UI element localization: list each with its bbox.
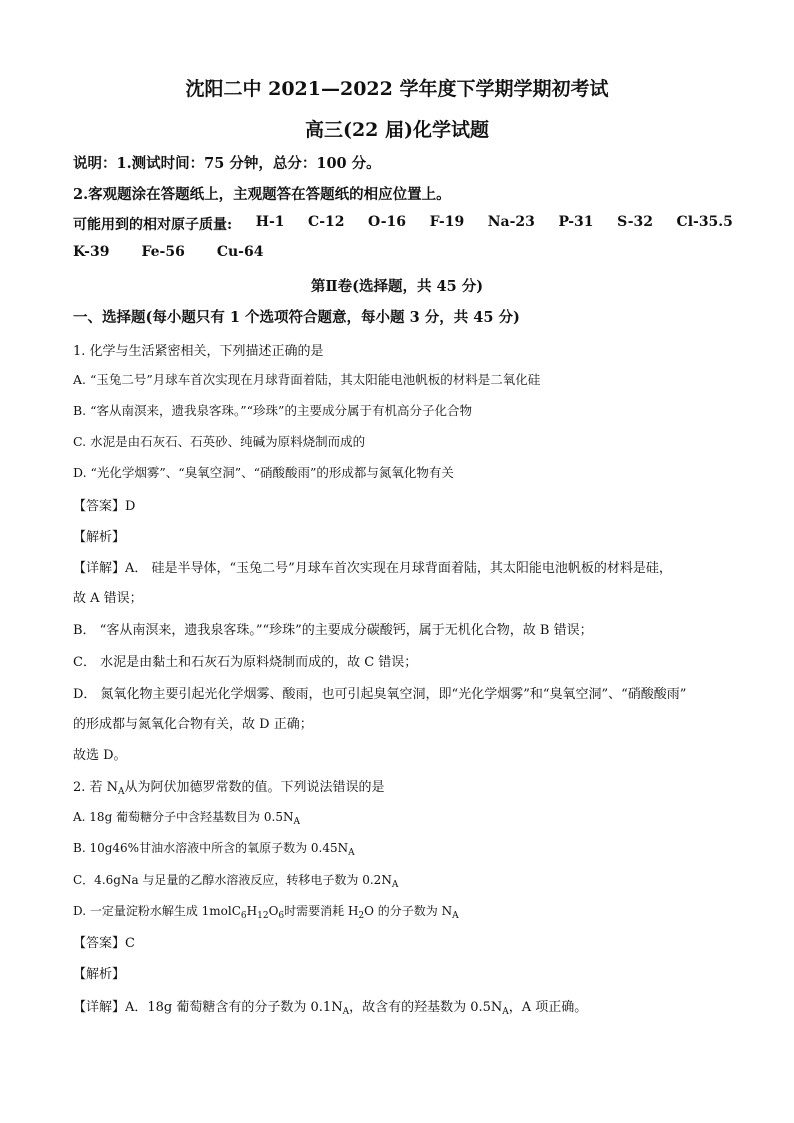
mass-o: O-16	[368, 214, 407, 230]
q1-detail-d-1: D． 氮氧化物主要引起光化学烟雾、酸雨，也可引起臭氧空洞，即“光化学烟雾”和“臭氧空洞”、“硝酸酸雨”	[73, 687, 687, 702]
q1-detail-a-1: 【详解】A． 硅是半导体，“玉兔二号”月球车首次实现在月球背面着陆，其太阳能电池帆板的材料是硅，	[73, 561, 672, 576]
q1-analysis-label: 【解析】	[73, 530, 126, 545]
q2-option-b-text: B. 10g46%甘油水溶液中所含的氧原子数为 0.45N	[73, 841, 349, 855]
q1-detail-c: C． 水泥是由黏土和石灰石为原料烧制而成的，故 C 错误；	[73, 655, 418, 670]
q1-option-c: C. 水泥是由石灰石、石英砂、纯碱为原料烧制而成的	[73, 434, 366, 449]
q2-detail-a	[73, 996, 587, 1015]
q2-option-d	[73, 902, 459, 919]
mass-p: P-31	[558, 214, 594, 230]
q2-detail-text-3: ，A 项正确。	[508, 1000, 588, 1015]
q2-option-d-sub-1: 6	[240, 911, 247, 921]
mass-f: F-19	[429, 214, 465, 230]
q2-stem-text-1: 2. 若 N	[73, 780, 119, 795]
atomic-masses-label: 可能用到的相对原子质量:	[73, 217, 233, 233]
mass-s: S-32	[617, 214, 653, 230]
atomic-masses-row-2	[73, 244, 263, 260]
q2-detail-sub-2: A	[502, 1007, 509, 1017]
exam-subtitle: 高三(22 届)化学试题	[304, 119, 490, 141]
q1-option-d: D. “光化学烟雾”、“臭氧空洞”、“硝酸酸雨”的形成都与氮氧化物有关	[73, 465, 454, 480]
q2-stem-sub: A	[118, 787, 125, 797]
q1-option-b: B. “客从南溟来，遗我泉客珠。”“珍珠”的主要成分属于有机高分子化合物	[73, 403, 472, 418]
q2-stem-text-2: 从为阿伏加德罗常数的值。下列说法错误的是	[124, 780, 385, 795]
q2-option-d-text-2: H	[246, 904, 258, 918]
q2-stem	[73, 776, 385, 795]
mass-c: C-12	[308, 214, 345, 230]
q2-detail-text-1: 【详解】A．18g 葡萄糖含有的分子数为 0.1N	[73, 1000, 343, 1015]
q2-option-b	[73, 839, 355, 856]
q1-detail-d-2: 的形成都与氮氧化合物有关，故 D 正确；	[73, 717, 313, 732]
q2-option-d-text-5: O 的分子数为 N	[364, 904, 453, 918]
q2-option-b-sub: A	[348, 848, 355, 858]
q1-detail-b: B． “客从南溟来，遗我泉客珠。”“珍珠”的主要成分碳酸钙，属于无机化合物，故 B 错误；	[73, 623, 593, 638]
q1-answer: 【答案】D	[73, 499, 136, 514]
section-heading: 一、选择题(每小题只有 1 个选项符合题意，每小题 3 分，共 45 分)	[73, 309, 520, 326]
q1-conclusion: 故选 D。	[73, 748, 127, 763]
q2-option-d-sub-3: 6	[278, 911, 285, 921]
q2-option-d-sub-2: 12	[257, 911, 269, 921]
q2-option-c	[73, 871, 398, 888]
mass-na: Na-23	[487, 214, 535, 230]
q1-option-a: A. “玉兔二号”月球车首次实现在月球背面着陆，其太阳能电池帆板的材料是二氧化硅	[73, 372, 541, 387]
q2-option-d-text-1: D. 一定量淀粉水解生成 1molC	[73, 904, 241, 918]
exam-title: 沈阳二中 2021—2022 学年度下学期学期初考试	[185, 78, 609, 100]
q2-option-c-sub: A	[391, 880, 399, 890]
mass-fe: Fe-56	[141, 244, 185, 260]
atomic-masses-row-1	[73, 214, 733, 234]
q2-option-d-text-4: 时需要消耗 H	[284, 904, 359, 918]
q2-detail-sub-1: A	[342, 1007, 350, 1017]
mass-cu: Cu-64	[216, 244, 264, 260]
q2-answer: 【答案】C	[73, 936, 135, 951]
q2-option-d-sub-5: A	[452, 911, 459, 921]
mass-cl: Cl-35.5	[676, 214, 733, 230]
notes-line-1: 说明：1.测试时间：75 分钟，总分：100 分。	[73, 155, 381, 172]
notes-line-2: 2.客观题涂在答题纸上，主观题答在答题纸的相应位置上。	[73, 186, 451, 203]
q2-option-d-text-3: O	[268, 904, 279, 918]
q2-option-a	[73, 808, 300, 825]
volume-heading: 第Ⅱ卷(选择题，共 45 分)	[310, 278, 484, 295]
q2-option-a-text: A. 18g 葡萄糖分子中含羟基数目为 0.5N	[73, 810, 294, 824]
q1-detail-a-2: 故 A 错误；	[73, 591, 143, 606]
q2-option-d-sub-4: 2	[358, 911, 365, 921]
q1-stem: 1. 化学与生活紧密相关，下列描述正确的是	[73, 344, 324, 359]
q2-option-c-text: C．4.6gNa 与足量的乙醇水溶液反应，转移电子数为 0.2N	[73, 873, 392, 887]
mass-h: H-1	[255, 214, 285, 230]
q2-option-a-sub: A	[293, 817, 300, 827]
q2-detail-text-2: ，故含有的羟基数为 0.5N	[349, 1000, 503, 1015]
q2-analysis-label: 【解析】	[73, 967, 126, 982]
mass-k: K-39	[73, 244, 110, 260]
